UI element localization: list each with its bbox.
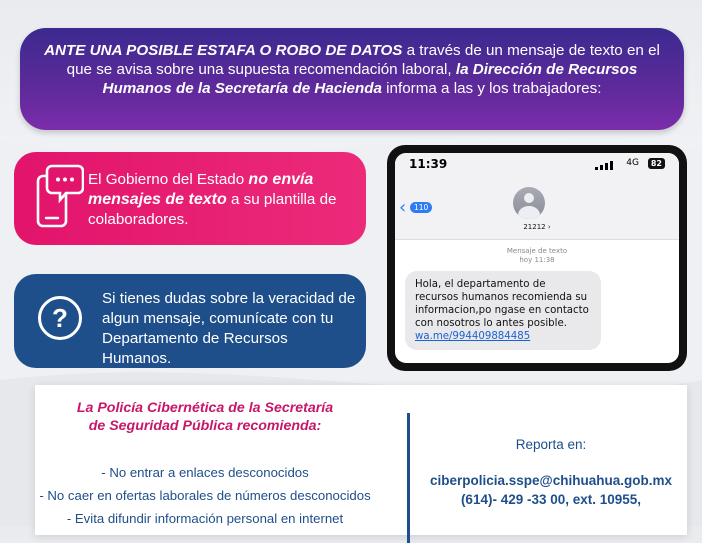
doubts-text: Si tienes dudas sobre la veracidad de algun mensaje, comunícate con tu Departamento de Recursos Humanos. <box>102 290 356 367</box>
message-link[interactable]: wa.me/994409884485 <box>415 331 531 342</box>
recommendation-list <box>35 461 375 530</box>
unread-count-badge: 110 <box>410 202 432 213</box>
alert-banner <box>20 28 684 130</box>
message-timestamp: hoy 11:38 <box>519 256 555 264</box>
question-icon: ? <box>38 296 82 340</box>
divider <box>407 413 410 543</box>
sms-warning-tail: a su plantilla de colaboradores. <box>88 191 337 228</box>
avatar-icon[interactable] <box>513 187 545 219</box>
list-item: - No entrar a enlaces desconocidos <box>101 465 309 480</box>
back-chevron-icon: ‹ <box>399 197 407 218</box>
message-meta <box>395 247 679 265</box>
message-type: Mensaje de texto <box>506 247 568 255</box>
status-time: 11:39 <box>409 157 448 171</box>
back-button[interactable] <box>399 199 433 217</box>
phone-screenshot <box>387 145 687 371</box>
message-bubble <box>405 271 601 350</box>
doubts-card <box>14 274 366 368</box>
sms-warning-highlight: no envía mensajes de texto <box>88 171 314 208</box>
network-type: 4G <box>626 158 639 168</box>
signal-icon <box>595 161 613 170</box>
banner-issuer: la Dirección de Recursos Humanos de la Secretaría de Hacienda <box>102 61 638 97</box>
contact-name[interactable]: 21212 › <box>523 223 551 231</box>
sms-warning-card <box>14 152 366 245</box>
list-item: - Evita difundir información personal en internet <box>66 511 344 526</box>
phone-screen <box>395 153 679 363</box>
panel-title-line2: de Seguridad Pública recomienda: <box>88 418 322 434</box>
message-text: Hola, el departamento de recursos humanos recomienda su informacion,po ngase en contacto con nosotros lo antes posible. <box>415 279 589 329</box>
banner-heading: ANTE UNA POSIBLE ESTAFA O ROBO DE DATOS <box>44 42 403 59</box>
recommendations-panel <box>35 385 687 535</box>
banner-text: a través de un mensaje de texto en el que se avisa sobre una supuesta recomendación laboral, <box>66 42 660 78</box>
report-email[interactable]: ciberpolicia.sspe@chihuahua.gob.mx <box>430 473 672 488</box>
list-item: - No caer en ofertas laborales de números desconocidos <box>39 488 371 503</box>
report-contacts <box>415 471 687 509</box>
panel-title-line1: La Policía Cibernética de la Secretaría <box>76 400 334 416</box>
sms-warning-lead: El Gobierno del Estado <box>88 171 249 188</box>
phone-message-icon <box>32 162 84 234</box>
status-bar <box>395 153 679 177</box>
report-label: Reporta en: <box>515 437 587 452</box>
panel-title <box>55 399 355 435</box>
battery-icon: 82 <box>648 158 665 169</box>
sms-warning-text <box>88 170 353 230</box>
report-phone[interactable]: (614)- 429 -33 00, ext. 10955, <box>460 492 642 507</box>
banner-text-end: informa a las y los trabajadores: <box>381 80 602 97</box>
conversation-header <box>395 177 679 240</box>
